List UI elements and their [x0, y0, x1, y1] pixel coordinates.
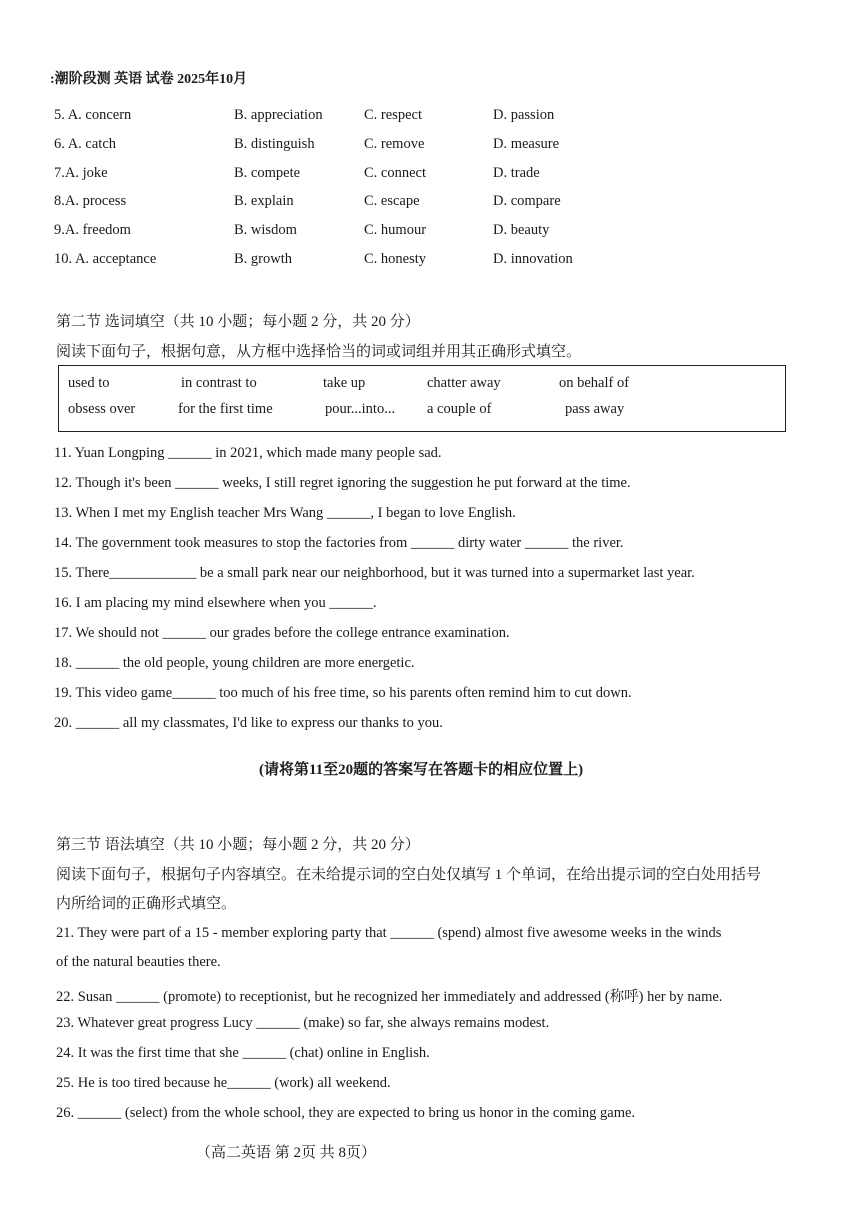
- choice-d: D. trade: [493, 165, 540, 181]
- choice-d: D. beauty: [493, 222, 550, 238]
- word-option: for the first time: [178, 401, 273, 417]
- section2-question: 13. When I met my English teacher Mrs Wang ______, I began to love English.: [54, 505, 516, 521]
- choice-d: D. passion: [493, 107, 555, 123]
- section2-question: 19. This video game______ too much of his free time, so his parents often remind him to cut down.: [54, 685, 632, 701]
- choice-b: B. explain: [234, 193, 294, 209]
- choice-num: 10. A. acceptance: [54, 251, 157, 267]
- choice-d: D. measure: [493, 136, 560, 152]
- section2-question: 12. Though it's been ______ weeks, I still regret ignoring the suggestion he put forward at the time.: [54, 475, 631, 491]
- choice-b: B. compete: [234, 165, 301, 181]
- choice-c: C. escape: [364, 193, 420, 209]
- section2-question: 18. ______ the old people, young children are more energetic.: [54, 655, 415, 671]
- word-option: chatter away: [427, 375, 501, 391]
- section2-question: 20. ______ all my classmates, I'd like to express our thanks to you.: [54, 715, 443, 731]
- choice-b: B. wisdom: [234, 222, 297, 238]
- word-option: pass away: [565, 401, 625, 417]
- word-option: on behalf of: [559, 375, 630, 391]
- word-option: take up: [323, 375, 366, 391]
- question-21-line1: 21. They were part of a 15 - member exploring party that ______ (spend) almost five awesome weeks in the winds: [56, 925, 722, 941]
- choice-b: B. distinguish: [234, 136, 315, 152]
- section3-question: 22. Susan ______ (promote) to receptionist, but he recognized her immediately and addressed (称呼) her by name.: [56, 989, 723, 1005]
- word-option: a couple of: [427, 401, 492, 417]
- section2-question: 11. Yuan Longping ______ in 2021, which made many people sad.: [54, 445, 442, 461]
- page-footer: （高二英语 第 2页 共 8页）: [196, 1145, 377, 1161]
- choice-num: 7.A. joke: [54, 165, 108, 181]
- section2-question: 15. There____________ be a small park near our neighborhood, but it was turned into a supermarket last year.: [54, 565, 695, 581]
- choice-num: 9.A. freedom: [54, 222, 131, 238]
- section2-note: (请将第11至20题的答案写在答题卡的相应位置上): [259, 762, 584, 778]
- section3-instruction-line2: 内所给词的正确形式填空。: [56, 896, 237, 912]
- word-option: in contrast to: [181, 375, 257, 391]
- section3-instruction-line1: 阅读下面句子，根据句子内容填空。在未给提示词的空白处仅填写 1 个单词，在给出提示词的空白处用括号: [56, 867, 762, 883]
- choice-c: C. connect: [364, 165, 427, 181]
- section2-question: 14. The government took measures to stop the factories from ______ dirty water ______ the river.: [54, 535, 624, 551]
- page-header: :潮阶段测 英语 试卷 2025年10月: [50, 72, 248, 87]
- choice-b: B. growth: [234, 251, 292, 267]
- section3-question: 24. It was the first time that she ______ (chat) online in English.: [56, 1045, 430, 1061]
- section2-question: 16. I am placing my mind elsewhere when you ______.: [54, 595, 377, 611]
- choice-b: B. appreciation: [234, 107, 323, 123]
- word-option: used to: [68, 375, 110, 391]
- question-21-line2: of the natural beauties there.: [56, 954, 221, 970]
- choice-c: C. respect: [364, 107, 422, 123]
- choice-num: 6. A. catch: [54, 136, 117, 152]
- section2-question: 17. We should not ______ our grades before the college entrance examination.: [54, 625, 510, 641]
- choice-c: C. remove: [364, 136, 425, 152]
- word-option: pour...into...: [325, 401, 396, 417]
- choice-num: 5. A. concern: [54, 107, 132, 123]
- word-option: obsess over: [68, 401, 136, 417]
- section3-question: 23. Whatever great progress Lucy ______ (make) so far, she always remains modest.: [56, 1015, 550, 1031]
- section2-title: 第二节 选词填空（共 10 小题；每小题 2 分，共 20 分）: [56, 314, 420, 330]
- choice-d: D. compare: [493, 193, 561, 209]
- choice-c: C. honesty: [364, 251, 427, 267]
- section2-instruction: 阅读下面句子，根据句意，从方框中选择恰当的词或词组并用其正确形式填空。: [56, 344, 582, 360]
- section3-title: 第三节 语法填空（共 10 小题；每小题 2 分，共 20 分）: [56, 837, 420, 853]
- word-box: [58, 365, 786, 432]
- section3-question: 25. He is too tired because he______ (work) all weekend.: [56, 1075, 391, 1091]
- section3-question: 26. ______ (select) from the whole school, they are expected to bring us honor in the coming game.: [56, 1105, 636, 1121]
- choice-d: D. innovation: [493, 251, 573, 267]
- choice-num: 8.A. process: [54, 193, 127, 209]
- choice-c: C. humour: [364, 222, 427, 238]
